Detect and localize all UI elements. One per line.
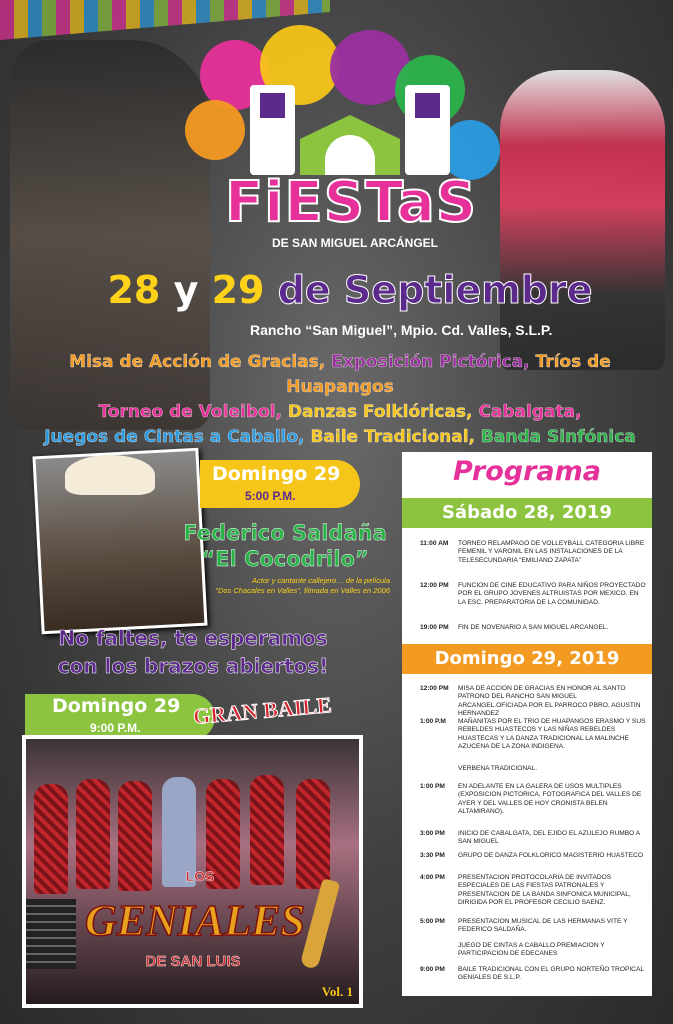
event-time: 3:00 PM	[420, 830, 445, 837]
event-description: PRESENTACION MUSICAL DE LAS HERMANAS VITE Y FEDERICO SALDAÑA.	[458, 918, 628, 934]
activity-item: Danzas Folklóricas,	[287, 402, 473, 422]
event-description: FUNCION DE CINE EDUCATIVO PARA NIÑOS PROYECTADO POR EL GRUPO JOVENES ALTRUISTAS POR MEXICO. EN LA ESC. PREPARATORIA DE LA COMUNIDAD.	[458, 582, 646, 606]
program-event	[402, 582, 652, 618]
artist-note-line1: Actor y cantante callejero… de la película	[252, 576, 390, 585]
band-logo-sub: DE SAN LUIS	[145, 953, 241, 970]
date-month: de Septiembre	[277, 268, 593, 312]
event-time: 12:00 PM	[420, 685, 449, 692]
event-time: 19:00 PM	[420, 624, 449, 631]
event-description: INICIO DE CABALGATA, DEL EJIDO EL AZULEJO RUMBO A SAN MIGUEL	[458, 830, 640, 846]
event-description: GRUPO DE DANZA FOLKLORICO MAGISTERIO HUASTECO	[458, 852, 644, 859]
activity-item: Baile Tradicional,	[310, 427, 475, 447]
sunday-header: Domingo 29, 2019	[402, 644, 652, 674]
artist-name-line2: “El Cocodrilo”	[201, 547, 369, 571]
artist-name-line1: Federico Saldaña	[183, 521, 387, 545]
event-time: 1:00 PM	[420, 783, 445, 790]
event-time: 5:00 PM	[420, 918, 445, 925]
invitation-line1: No faltes, te esperamos	[58, 626, 328, 650]
event-time: 9:00 PM	[420, 966, 445, 973]
activity-item: Banda Sinfónica	[480, 427, 636, 447]
activity-item: Exposición Pictórica,	[331, 352, 530, 372]
program-panel	[402, 452, 652, 996]
dance-time: 9:00 P.M.	[90, 721, 141, 735]
event-time: 3:30 PM	[420, 852, 445, 859]
event-description: JUEGO DE CINTAS A CABALLO PREMIACION Y PARTICIPACION DE EDECANES	[458, 942, 605, 958]
event-description: TORNEO RELAMPAGO DE VOLLEYBALL CATEGORIA LIBRE FEMENIL Y VARONIL EN LAS INSTALACIONES DE LA TELESECUNDARIA “EMILIANO ZAPATA”	[458, 540, 645, 564]
church-icon	[250, 85, 450, 175]
event-subtitle: DE SAN MIGUEL ARCÁNGEL	[271, 236, 438, 250]
activity-item: Misa de Acción de Gracias,	[69, 352, 326, 372]
program-title: Programa	[452, 456, 602, 487]
event-description: MISA DE ACCION DE GRACIAS EN HONOR AL SANTO PATRONO DEL RANCHO SAN MIGUEL ARCANGEL.OFICIADA POR EL PARROCO PBRO. AGUSTIN HERNANDEZ	[458, 685, 641, 717]
date-day-1: 28	[107, 268, 161, 312]
invitation-text	[28, 624, 358, 680]
volume-label: Vol. 1	[321, 984, 353, 999]
event-time: 12:00 PM	[420, 582, 449, 589]
activity-item: Cabalgata,	[478, 402, 582, 422]
program-event	[402, 624, 652, 642]
event-time: 11:00 AM	[420, 540, 449, 547]
band-logo-prefix: LOS	[185, 868, 215, 884]
saturday-header: Sábado 28, 2019	[402, 498, 652, 528]
artist-name	[180, 520, 390, 572]
program-event	[402, 540, 652, 576]
event-description: VERBENA TRADICIONAL.	[458, 765, 538, 772]
artist-note-line2: “Dos Chacales en Valles”, filmada en Valles en 2006	[215, 586, 390, 595]
date-separator: y	[173, 268, 199, 312]
dance-day: Domingo 29	[52, 695, 181, 717]
event-time: 1:00 P.M	[420, 718, 446, 725]
gran-baile-banner: GRAN BAILE	[192, 692, 333, 730]
activity-item: Juegos de Cintas a Caballo,	[44, 427, 305, 447]
event-description: FIN DE NOVENARIO A SAN MIGUEL ARCANGEL.	[458, 624, 609, 631]
activities-list	[20, 350, 660, 450]
event-description: PRESENTACION PROTOCOLARIA DE INVITADOS ESPECIALES DE LAS FIESTAS PATRONALES Y PRESENTACION DE LA BANDA SINFONICA MUNICIPAL, DIRIGIDA POR EL PROFESOR CECILIO SAENZ.	[458, 874, 631, 906]
event-time: 4:00 PM	[420, 874, 445, 881]
event-date	[100, 268, 600, 312]
cowboy-hat-icon	[65, 455, 155, 495]
invitation-line2: con los brazos abiertos!	[57, 654, 329, 678]
date-day-2: 29	[211, 268, 265, 312]
event-description: BAILE TRADICIONAL CON EL GRUPO NORTEÑO TROPICAL GENIALES DE S.L.P.	[458, 966, 644, 982]
artist-time: 5:00 P.M.	[245, 489, 296, 503]
activity-item: Torneo de Voleibol,	[98, 402, 282, 422]
artist-day: Domingo 29	[212, 463, 341, 485]
activity-item: Tríos de Huapangos	[286, 352, 611, 397]
band-logo: GENIALES	[84, 896, 306, 945]
event-description: EN ADELANTE EN LA GALERA DE USOS MULTIPLES (EXPOSICION PICTORICA, FOTOGRAFICA DEL VALLES DE AYER Y DEL VALLES DE HOY CRONISTA BELEN ALTAMIRANO).	[458, 783, 642, 815]
event-description: MAÑANITAS POR EL TRIO DE HUAPANGOS ERASMO Y SUS REBELDES HUASTECOS Y LAS NIÑAS REBELDES HUASTECAS Y LA DANZA TRADICIONAL LA MALINCHE AZUCENA DE LA ZONA INDIGENA.	[458, 718, 646, 750]
event-title: FiESTaS	[225, 170, 478, 235]
event-location: Rancho “San Miguel”, Mpio. Cd. Valles, S.L.P.	[250, 322, 553, 338]
artist-note	[170, 576, 390, 596]
